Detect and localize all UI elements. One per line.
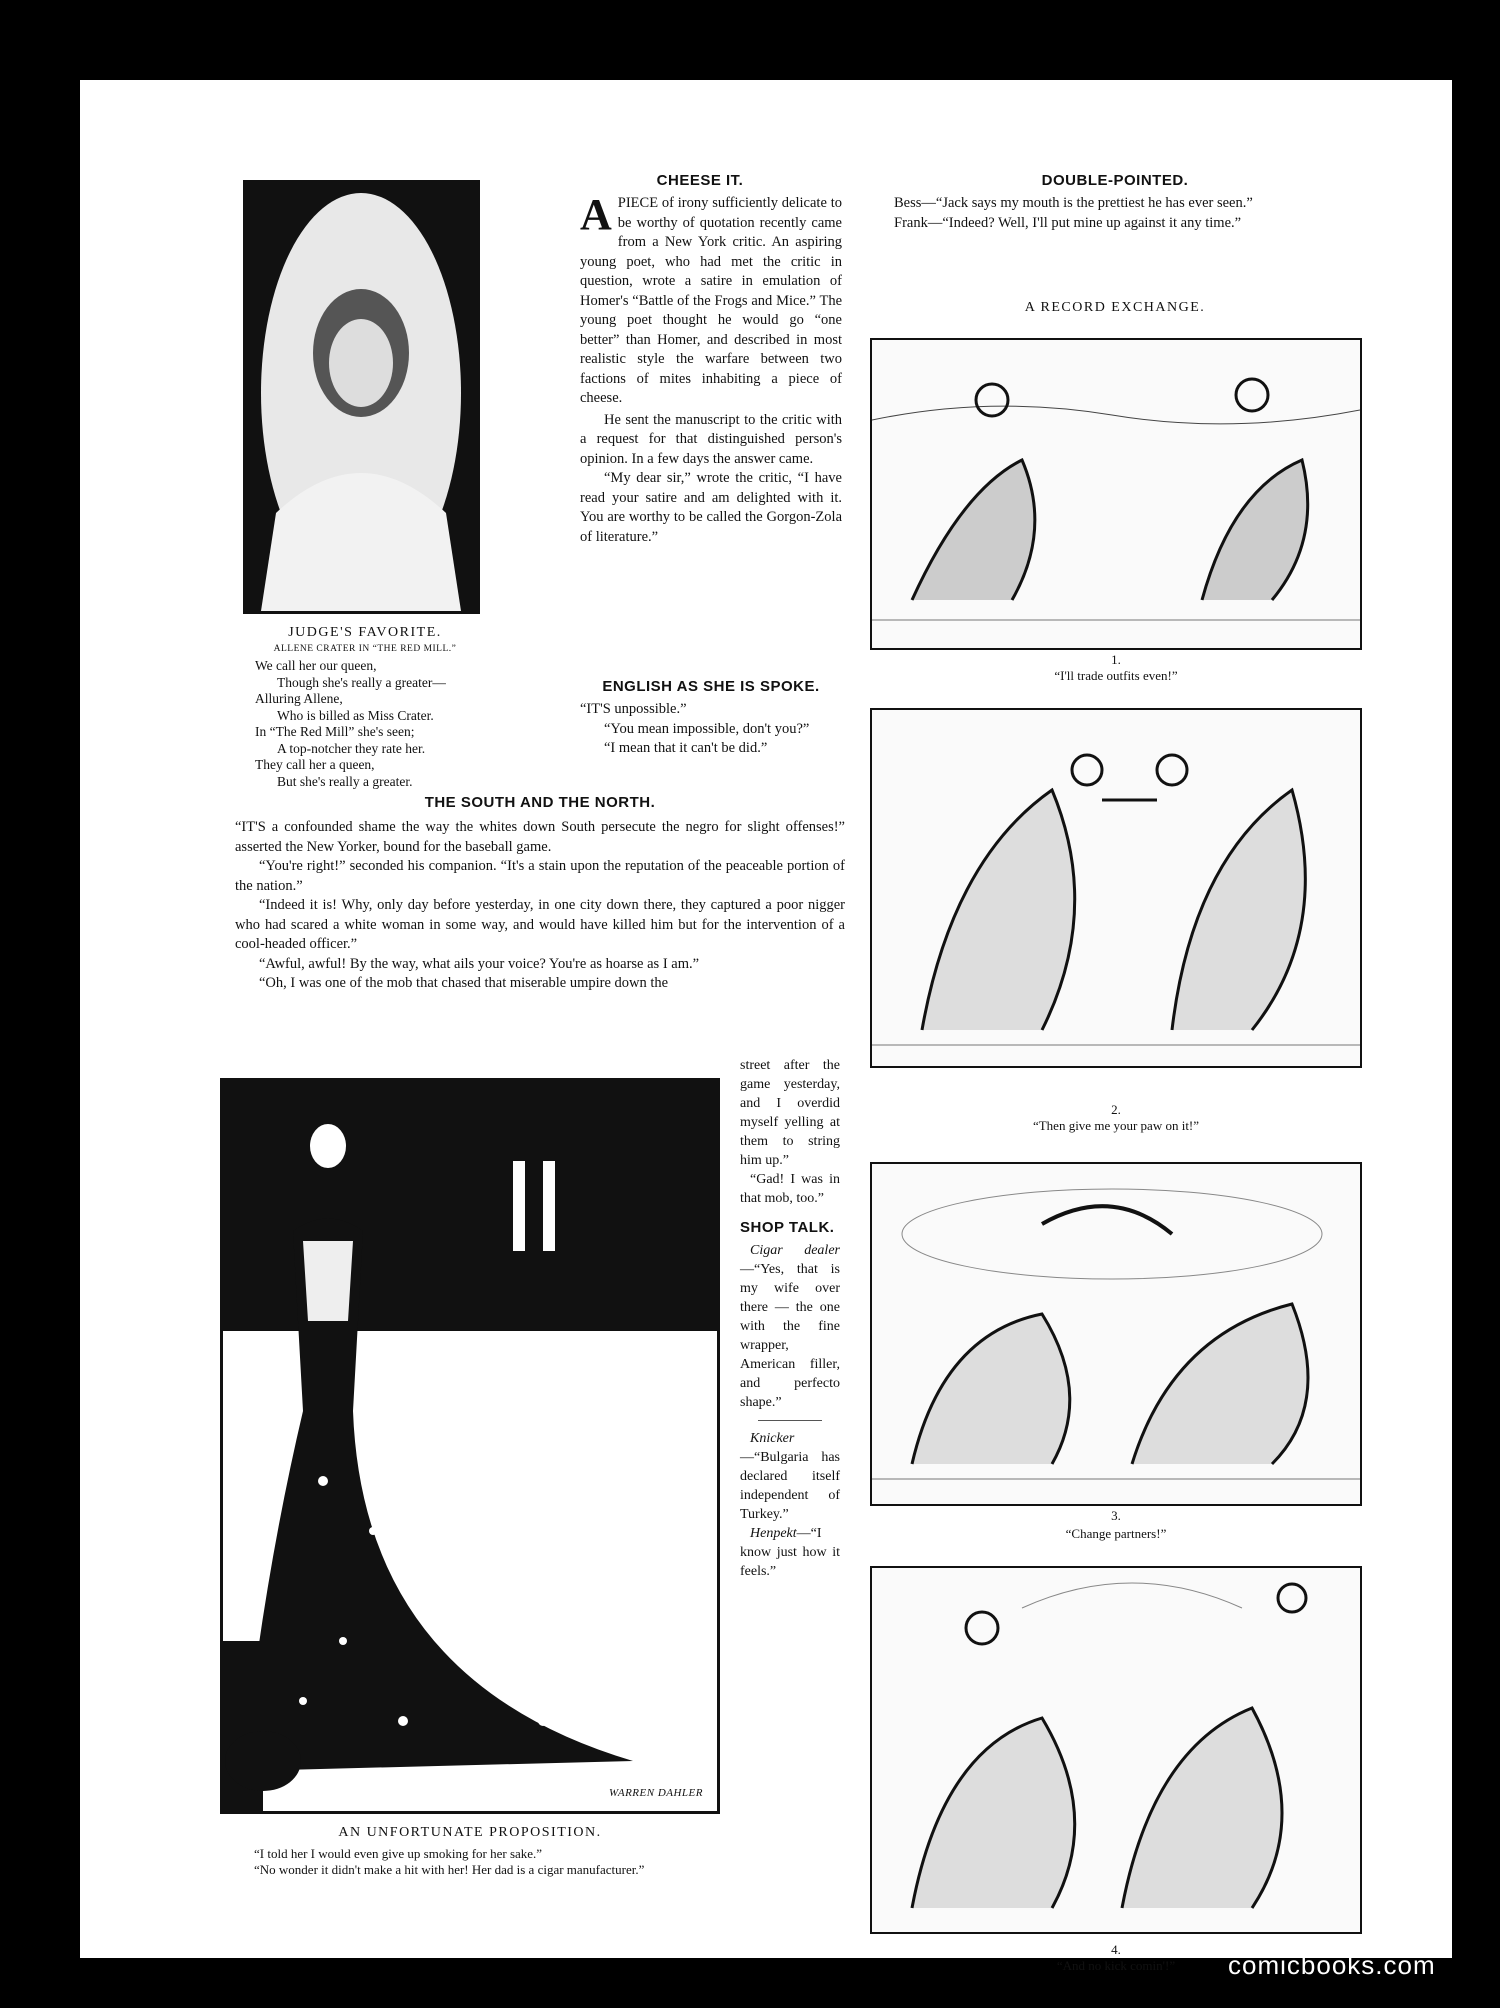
- poem-line: Though she's really a greater—: [277, 674, 446, 690]
- poem-line: They call her a queen,: [255, 757, 375, 772]
- english-title: ENGLISH AS SHE IS SPOKE.: [602, 678, 820, 695]
- english-line-3: “I mean that it can't be did.”: [604, 740, 768, 756]
- proposition-line-1: “I told her I would even give up smoking for her sake.”: [254, 1846, 543, 1861]
- south-para-4: “Awful, awful! By the way, what ails your voice? You're as hoarse as I am.”: [259, 955, 700, 972]
- south-para-1: “IT'S a confounded shame the way the whites down South persecute the negro for slight offenses!” asserted the New Yorker, bound for the baseball game.: [235, 819, 845, 855]
- south-reply: “Gad! I was in that mob, too.”: [740, 1172, 840, 1206]
- south-para-2: “You're right!” seconded his companion. “It's a stain upon the reputation of the peaceable portion of the nation.”: [235, 858, 845, 894]
- artist-signature: WARREN DAHLER: [608, 1787, 703, 1799]
- double-line-1: Bess—“Jack says my mouth is the prettiest he has ever seen.”: [894, 195, 1253, 211]
- shop-title: SHOP TALK.: [740, 1219, 835, 1236]
- dropcap: A: [580, 190, 612, 239]
- south-article: [235, 818, 845, 994]
- watermark: comicbooks.com: [1228, 1950, 1436, 1980]
- henpekt-text: —“I know just how it feels.”: [740, 1526, 840, 1579]
- portrait-photo: [243, 180, 480, 614]
- poem-line: Who is billed as Miss Crater.: [277, 707, 434, 723]
- shop-speaker: Cigar dealer: [750, 1243, 840, 1258]
- cartoon-drawing: [223, 1081, 717, 1811]
- panel-2-drawing: [872, 710, 1360, 1066]
- proposition-line-2: “No wonder it didn't make a hit with her! Her dad is a cigar manufacturer.”: [254, 1862, 645, 1877]
- column-divider: [758, 1420, 822, 1421]
- south-para-3: “Indeed it is! Why, only day before yesterday, in one city down there, they captured a poor nigger who had scared a white woman in some way, and would have killed him but for the intervention of a cool-headed officer.”: [235, 897, 845, 952]
- cartoon-proposition: [220, 1078, 720, 1814]
- cheese-para-1: PIECE of irony sufficiently delicate to be worthy of quotation recently came from a New York critic. An aspiring young poet, who had met the critic in question, wrote a satire in emulation of Homer's “Battle of the Frogs and Mice.” The young poet thought he would go “one better” than Homer, and described in most realistic style the warfare between two factions of mites inhabiting a piece of cheese.: [580, 195, 842, 406]
- panel-3-drawing: [872, 1164, 1360, 1504]
- comic-panel-2: [870, 708, 1362, 1068]
- south-title: THE SOUTH AND THE NORTH.: [424, 794, 656, 811]
- comic-panel-4: [870, 1566, 1362, 1934]
- narrow-column: [740, 1056, 840, 1581]
- english-article: [580, 700, 842, 759]
- poem-line: In “The Red Mill” she's seen;: [255, 724, 415, 739]
- henpekt-speaker: Henpekt: [750, 1526, 797, 1541]
- double-title: DOUBLE-POINTED.: [1041, 172, 1189, 189]
- cheese-para-3: “My dear sir,” wrote the critic, “I have read your satire and am delighted with it. You are worthy to be called the Gorgon-Zola of literature.”: [580, 470, 842, 545]
- shop-text: —“Yes, that is my wife over there — the one with the fine wrapper, American filler, and perfecto shape.”: [740, 1262, 840, 1410]
- cheese-title: CHEESE IT.: [656, 172, 744, 189]
- favorite-poem: [255, 658, 515, 790]
- proposition-title: AN UNFORTUNATE PROPOSITION.: [338, 1825, 602, 1840]
- south-continued: street after the game yesterday, and I overdid myself yelling at them to string him up.”: [740, 1058, 840, 1168]
- double-line-2: Frank—“Indeed? Well, I'll put mine up against it any time.”: [894, 214, 1242, 231]
- knicker-text: —“Bulgaria has declared itself independent of Turkey.”: [740, 1450, 840, 1522]
- panel-2-number: 2.: [1111, 1102, 1121, 1117]
- panel-3-caption: “Change partners!”: [1065, 1526, 1167, 1541]
- panel-4-number: 4.: [1111, 1942, 1121, 1957]
- panel-2-caption: “Then give me your paw on it!”: [1032, 1118, 1200, 1133]
- south-para-5: “Oh, I was one of the mob that chased that miserable umpire down the: [259, 975, 669, 991]
- poem-line: A top-notcher they rate her.: [277, 740, 426, 756]
- panel-3-number: 3.: [1111, 1508, 1121, 1523]
- cheese-article: [580, 190, 842, 547]
- panel-1-caption: “I'll trade outfits even!”: [1054, 668, 1178, 683]
- record-title: A RECORD EXCHANGE.: [1024, 300, 1206, 315]
- proposition-dialogue: [230, 1846, 715, 1878]
- favorite-title: JUDGE'S FAVORITE.: [288, 625, 442, 640]
- panel-4-drawing: [872, 1568, 1360, 1932]
- portrait-image: [246, 183, 477, 611]
- poem-line: We call her our queen,: [255, 658, 377, 673]
- favorite-subtitle: ALLENE CRATER IN “THE RED MILL.”: [273, 644, 457, 654]
- panel-1-number: 1.: [1111, 652, 1121, 667]
- comic-panel-1: [870, 338, 1362, 650]
- comic-panel-3: [870, 1162, 1362, 1506]
- poem-line: Alluring Allene,: [255, 691, 343, 706]
- panel-1-drawing: [872, 340, 1360, 648]
- poem-line: But she's really a greater.: [277, 773, 413, 789]
- double-article: [870, 194, 1360, 233]
- english-line-2: “You mean impossible, don't you?”: [604, 720, 810, 737]
- cheese-para-2: He sent the manuscript to the critic with a request for that distinguished person's opinion. In a few days the answer came.: [580, 411, 842, 467]
- knicker-speaker: Knicker: [750, 1431, 795, 1446]
- panel-4-caption: “And no kick comin'!”: [1056, 1958, 1176, 1973]
- english-line-1: “IT'S unpossible.”: [580, 701, 687, 717]
